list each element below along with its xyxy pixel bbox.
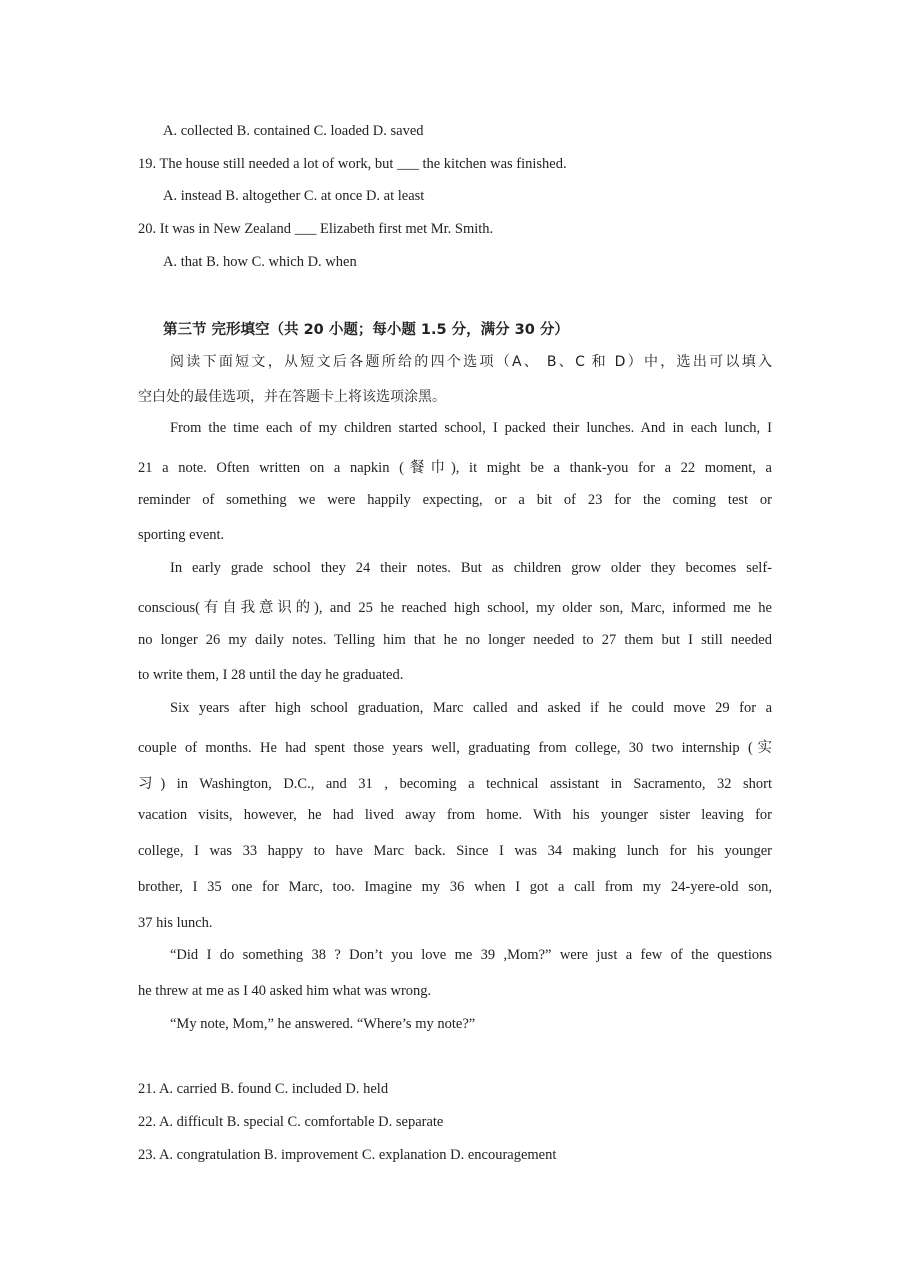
passage-line: “Did I do something 38 ? Don’t you love me 39 ,Mom?” were just a few of the questions — [170, 947, 772, 963]
instruction-line-1: 阅读下面短文，从短文后各题所给的四个选项（A、 B、C 和 D）中，选出可以填入 — [170, 354, 772, 370]
question-22: 22. A. difficult B. special C. comfortable D. separate — [138, 1114, 444, 1130]
q18-options: A. collected B. contained C. loaded D. saved — [163, 123, 424, 139]
passage-line: sporting event. — [138, 527, 225, 543]
q20-options: A. that B. how C. which D. when — [163, 254, 357, 270]
section-heading: 第三节 完形填空（共 20 小题；每小题 1.5 分，满分 30 分） — [163, 322, 569, 338]
passage-line: reminder of something we were happily expecting, or a bit of 23 for the coming test or — [138, 492, 772, 508]
question-23: 23. A. congratulation B. improvement C. explanation D. encouragement — [138, 1147, 557, 1163]
passage-line: From the time each of my children started school, I packed their lunches. And in each lunch, I — [170, 420, 772, 436]
passage-line: Six years after high school graduation, Marc called and asked if he could move 29 for a — [170, 700, 772, 716]
question-20: 20. It was in New Zealand ___ Elizabeth first met Mr. Smith. — [138, 221, 494, 237]
passage-line: 37 his lunch. — [138, 915, 213, 931]
passage-line: couple of months. He had spent those years well, graduating from college, 30 two internship (实 — [138, 740, 772, 756]
passage-line: In early grade school they 24 their notes. But as children grow older they becomes self- — [170, 560, 772, 576]
passage-line: vacation visits, however, he had lived away from home. With his younger sister leaving for — [138, 807, 772, 823]
passage-line: 习) in Washington, D.C., and 31 , becoming a technical assistant in Sacramento, 32 short — [138, 776, 772, 792]
passage-line: conscious(有自我意识的), and 25 he reached high school, my older son, Marc, informed me he — [138, 600, 772, 616]
passage-line: he threw at me as I 40 asked him what was wrong. — [138, 983, 432, 999]
passage-line: college, I was 33 happy to have Marc back. Since I was 34 making lunch for his younger — [138, 843, 772, 859]
passage-line: to write them, I 28 until the day he graduated. — [138, 667, 404, 683]
passage-line: no longer 26 my daily notes. Telling him that he no longer needed to 27 them but I still needed — [138, 632, 772, 648]
q19-options: A. instead B. altogether C. at once D. at least — [163, 188, 425, 204]
passage-line: 21 a note. Often written on a napkin (餐巾), it might be a thank-you for a 22 moment, a — [138, 460, 772, 476]
passage-line: “My note, Mom,” he answered. “Where’s my note?” — [170, 1016, 476, 1032]
passage-line: brother, I 35 one for Marc, too. Imagine my 36 when I got a call from my 24-yere-old son, — [138, 879, 772, 895]
question-21: 21. A. carried B. found C. included D. held — [138, 1081, 389, 1097]
instruction-line-2: 空白处的最佳选项，并在答题卡上将该选项涂黑。 — [138, 389, 446, 405]
question-19: 19. The house still needed a lot of work, but ___ the kitchen was finished. — [138, 156, 567, 172]
